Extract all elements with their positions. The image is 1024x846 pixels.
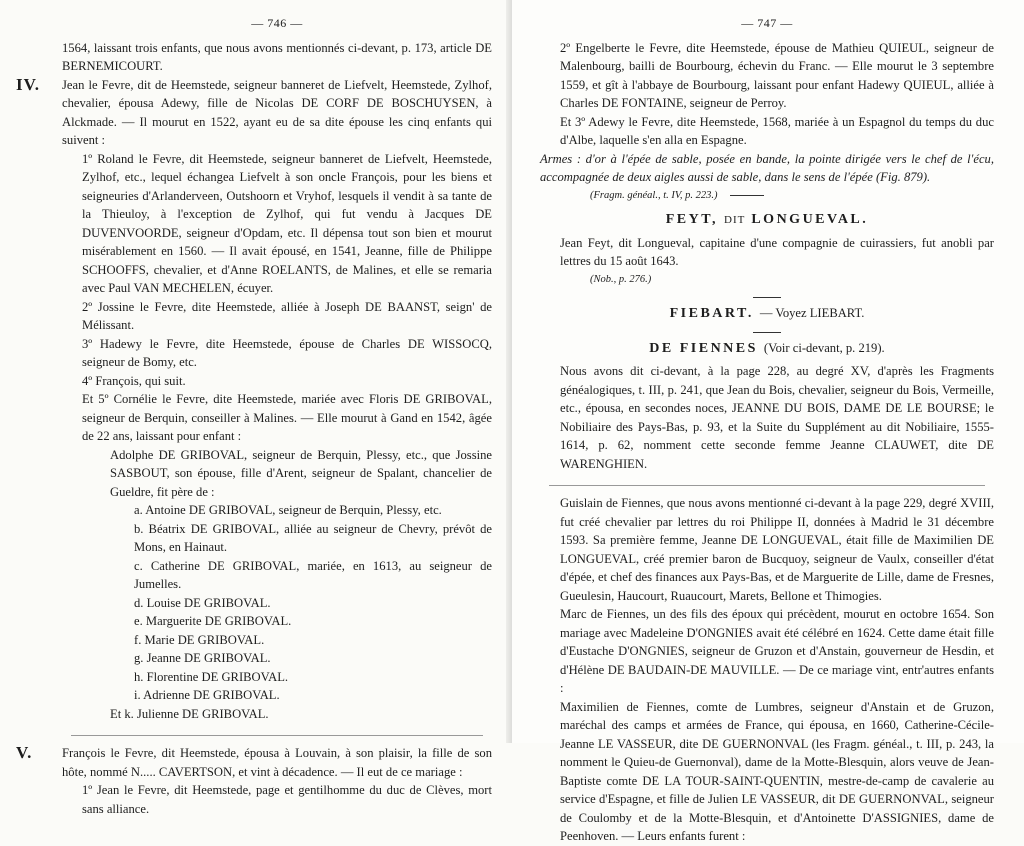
source-citation [540, 187, 994, 206]
paragraph: Adolphe DE GRIBOVAL, seigneur de Berquin, Plessy, etc., que Jossine SASBOUT, son épouse, fille d'Arent, seigneur de Spalant, chancelier de Gueldre, fit père de : [110, 447, 492, 499]
paragraph: 1º Roland le Fevre, dit Heemstede, seigneur banneret de Liefvelt, Heemstede, Zylhof, etc., lequel échangea Liefvelt à son oncle François, pour les biens et seigneuries d'Arlanderveen, Outshoorn et Vryhof, lesquels il vendit à sa tante de la Thieuloy, à l'exception de Zylhof, qui fut vendu à Jacques DE DUVENVOORDE, seigneur d'Opdam, etc. Il dépensa tout son bien et mourut misérablement en 1560. — Il avait épousé, en 1541, Jeanne, fille de Philippe SCHOOFFS, chevalier, et d'Anne ROELANTS, de Malines, et elle se remaria avec Paul VAN MECHELEN, écuyer. [82, 151, 492, 295]
list-item: f. Marie DE GRIBOVAL. [134, 632, 265, 647]
heading-feyt [540, 211, 994, 230]
paragraph: Jean le Fevre, dit de Heemstede, seigneur banneret de Liefvelt, Heemstede, Zylhof, chevalier, épousa Adewy, fille de Nicolas DE CORF DE BOSCHUYSEN, à Alckmade. — Il mourut en 1522, ayant eu de sa dite épouse les cinq enfants qui suivent : [62, 77, 492, 147]
separator-rule [730, 195, 764, 196]
heading-name: DE FIENNES [649, 340, 758, 356]
separator-rule [753, 297, 781, 298]
list-item: c. Catherine DE GRIBOVAL, mariée, en 1613, au seigneur de Jumelles. [134, 558, 492, 591]
paragraph: 1564, laissant trois enfants, que nous avons mentionnés ci-devant, p. 173, article DE BERNEMICOURT. [62, 40, 492, 73]
list-item: a. Antoine DE GRIBOVAL, seigneur de Berquin, Plessy, etc. [134, 503, 442, 517]
page-number: — 746 — [251, 16, 303, 30]
heading-dit: DIT [724, 214, 746, 226]
paragraph: Guislain de Fiennes, que nous avons mentionné ci-devant à la page 229, degré XVIII, fut créé chevalier par lettres du roi Philippe II, données à Madrid le 31 décembre 1593. Sa première femme, Jeanne DE LONGUEVAL, était fille de Maximilien DE LONGUEVAL, créé premier baron de Bucquoy, seigneur de Vaulx, conseiller d'état d'épée, et chef des finances aux Pays-Bas, et de Marguerite de Lille, dame de Fresnes, Gueulesin, Haucourt, Ruaucourt, Marets, Bellone et Thimogies. [560, 496, 994, 603]
paragraph: 3º Hadewy le Fevre, dite Heemstede, épouse de Charles DE WISSOCQ, seigneur de Bomy, etc. [82, 336, 492, 369]
separator-rule [753, 332, 781, 333]
list-item: Et k. Julienne DE GRIBOVAL. [110, 706, 269, 721]
list-item: g. Jeanne DE GRIBOVAL. [134, 651, 271, 665]
section-divider [71, 735, 484, 736]
armes-paragraph: Armes : d'or à l'épée de sable, posée en bande, la pointe dirigée vers le chef de l'écu, accompagnée de deux aigles aussi de sable, dans le sens de l'épée (Fig. 879). [540, 151, 994, 184]
paragraph: Nous avons dit ci-devant, à la page 228, au degré XV, d'après les Fragments généalogiques, t. III, p. 241, que Jean du Bois, chevalier, seigneur du Bois, Vermeille, etc., épousa, en secondes noces, JEANNE DU BOIS, DAME DE LE BOURSE; le Nobiliaire des Pays-Bas, p. 93, et la Suite du Supplément au dit Nobiliaire, 1555-1614, p. 62, nomment cette seconde femme Jeanne CLAUWET, dite DE WARENGHIEN. [560, 364, 994, 471]
paragraph: Jean Feyt, dit Longueval, capitaine d'une compagnie de cuirassiers, fut anobli par lettres du 15 août 1643. [560, 235, 994, 268]
paragraph: 2º Engelberte le Fevre, dite Heemstede, épouse de Mathieu QUIEUL, seigneur de Malenbourg, bailli de Bourbourg, échevin du Franc. — Elle mourut le 3 septembre 1559, et gît à l'abbaye de Bourbourg, laissant pour enfant Hadewy QUIEUL, alliée à Charles DE FONTAINE, seigneur de Perroy. [560, 40, 994, 110]
paragraph: 4º François, qui suit. [82, 373, 186, 388]
heading-crossref: (Voir ci-devant, p. 219). [763, 340, 885, 355]
generation-numeral: IV. [16, 74, 40, 94]
heading-name: FIEBART. [669, 306, 754, 321]
source-text: (Fragm. généal., t. IV, p. 223.) [590, 189, 718, 201]
paragraph: 2º Jossine le Fevre, dite Heemstede, alliée à Joseph DE BAANST, seign' de Mélissant. [82, 299, 492, 332]
list-item: e. Marguerite DE GRIBOVAL. [134, 614, 292, 628]
generation-v [16, 743, 492, 781]
heading-fiennes [540, 339, 994, 359]
page-number: — 747 — [741, 16, 793, 30]
generation-iv [16, 74, 492, 150]
left-page [0, 0, 512, 816]
paragraph: Et 3º Adewy le Fevre, dite Heemstede, 1568, mariée à un Espagnol du temps du duc d'Albe, laquelle s'en alla en Espagne. [560, 114, 994, 147]
paragraph: Marc de Fiennes, un des fils des époux qui précèdent, mourut en octobre 1654. Son mariage avec Madeleine D'ONGNIES avait été célébré en 1624. Cette dame était fille d'Eustache D'ONGNIES, seigneur de Gruzon et d'Anstain, gouverneur de Hesdin, et d'Hélène DE BAUDAIN-DE MAUVILLE. — De ce mariage vint, entr'autres enfants : [560, 607, 994, 695]
heading-fiebart [540, 304, 994, 324]
paragraph: 1º Jean le Fevre, dit Heemstede, page et gentilhomme du duc de Clèves, mort sans alliance. [82, 783, 492, 816]
section-divider [549, 485, 985, 486]
list-item: h. Florentine DE GRIBOVAL. [134, 669, 289, 684]
right-page [512, 0, 1024, 843]
heading-alias: LONGUEVAL. [751, 212, 869, 227]
heading-name: FEYT, [665, 212, 719, 227]
list-item: b. Béatrix DE GRIBOVAL, alliée au seigneur de Chevry, prévôt de Mons, en Hainaut. [134, 521, 492, 554]
generation-numeral: V. [16, 743, 33, 762]
source-citation: (Nob., p. 276.) [590, 273, 652, 285]
heading-crossref: — Voyez LIEBART. [759, 306, 865, 320]
paragraph: Et 5º Cornélie le Fevre, dite Heemstede, mariée avec Floris DE GRIBOVAL, seigneur de Berquin, conseiller à Malines. — Elle mourut à Gand en 1542, âgée de 22 ans, laissant pour enfant : [82, 392, 492, 443]
list-item: i. Adrienne DE GRIBOVAL. [134, 688, 280, 702]
list-item: d. Louise DE GRIBOVAL. [134, 595, 271, 610]
paragraph: Maximilien de Fiennes, comte de Lumbres, seigneur d'Anstain et de Gruzon, maréchal des camps et armées de France, qui épousa, en 1660, Catherine-Cécile-Jeanne LE VASSEUR, dite DE GUERNONVAL (les Fragm. généal., t. III, p. 243, la nomment le Quieu-de Guernonval), dame de la Motte-Blesquin, alors veuve de Jean-Baptiste comte DE LA TOUR-SAINT-QUENTIN, mestre-de-camp de cavalerie au service d'Espagne, et fille de Julien LE VASSEUR, dit DE GUERNONVAL, seigneur de Coulomby et de la Motte-Blesquin, et d'Antoinette D'ASSIGNIES, dame de Peenhoven. — Leurs enfants furent : [560, 699, 994, 843]
paragraph: François le Fevre, dit Heemstede, épousa à Louvain, à son plaisir, la fille de son hôte, nommé N..... CAVERTSON, et vint à décadence. — Il eut de ce mariage : [62, 746, 492, 779]
